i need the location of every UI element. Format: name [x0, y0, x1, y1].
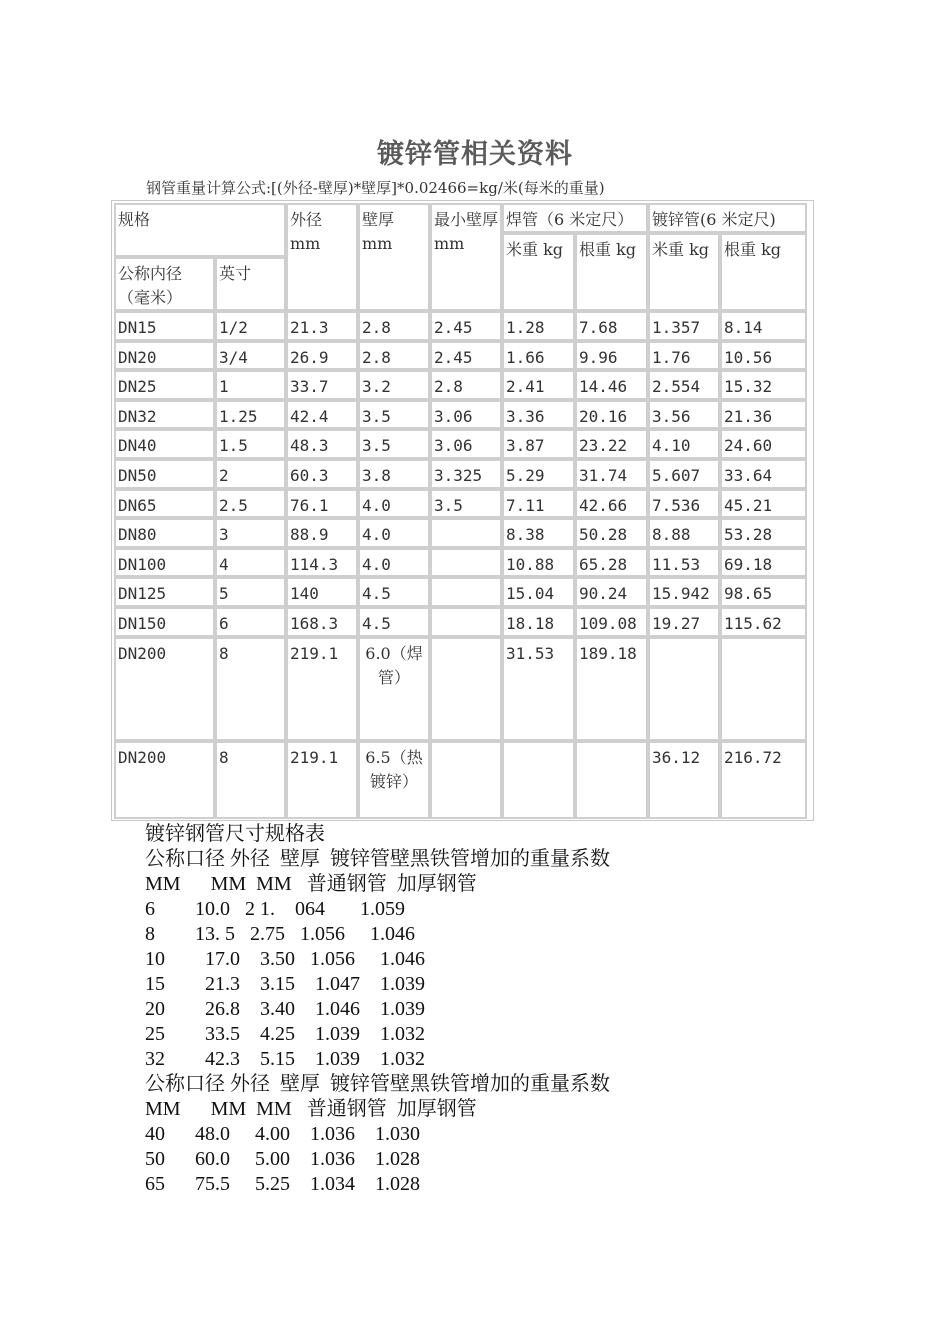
table-cell-nominal-dn: DN40: [114, 429, 215, 459]
table-cell-piece-weight-welded: 7.68: [575, 311, 648, 341]
table-cell-min-wall: [430, 577, 502, 607]
table-cell-nominal-dn: DN80: [114, 518, 215, 548]
table-cell-outer-diameter: 26.9: [286, 341, 358, 370]
spec-line: 8 13. 5 2.75 1.056 1.046: [145, 923, 415, 945]
table-cell-piece-weight-welded: 90.24: [575, 577, 648, 607]
table-cell-min-wall: 2.45: [430, 341, 502, 370]
table-cell-meter-weight-galv: 11.53: [648, 548, 720, 577]
table-cell-inch: 1: [215, 370, 286, 400]
table-cell-piece-weight-galv: 10.56: [720, 341, 807, 370]
table-cell-nominal-dn: DN25: [114, 370, 215, 400]
table-cell-meter-weight-galv: 1.76: [648, 341, 720, 370]
table-cell-inch: 3: [215, 518, 286, 548]
table-cell-nominal-dn: DN150: [114, 607, 215, 637]
table-cell-piece-weight-galv: 24.60: [720, 429, 807, 459]
table-cell-piece-weight-welded: 23.22: [575, 429, 648, 459]
section-heading: 镀锌钢管尺寸规格表: [145, 823, 325, 845]
table-cell-meter-weight-welded: 2.41: [502, 370, 575, 400]
table-cell-outer-diameter: 219.1: [286, 637, 358, 741]
table-cell-inch: 1.25: [215, 400, 286, 429]
table-cell-meter-weight-welded: 5.29: [502, 459, 575, 489]
table-cell-meter-weight-welded: 18.18: [502, 607, 575, 637]
table-cell-wall-thickness: 2.8: [358, 311, 430, 341]
table-cell-inch: 3/4: [215, 341, 286, 370]
table-cell-piece-weight-welded: 20.16: [575, 400, 648, 429]
table-cell-meter-weight-welded: 1.28: [502, 311, 575, 341]
table-cell-outer-diameter: 88.9: [286, 518, 358, 548]
spec-line: 公称口径 外径 壁厚 镀锌管壁黑铁管增加的重量系数: [145, 848, 610, 870]
spec-line: 公称口径 外径 壁厚 镀锌管壁黑铁管增加的重量系数: [145, 1073, 610, 1095]
header-min-wall: 最小壁厚 mm: [430, 203, 502, 311]
table-cell-outer-diameter: 60.3: [286, 459, 358, 489]
table-cell-meter-weight-welded: 1.66: [502, 341, 575, 370]
table-cell-meter-weight-galv: 1.357: [648, 311, 720, 341]
table-cell-nominal-dn: DN50: [114, 459, 215, 489]
table-cell-min-wall: 3.325: [430, 459, 502, 489]
header-wall-thickness: 壁厚 mm: [358, 203, 430, 311]
table-cell-outer-diameter: 114.3: [286, 548, 358, 577]
weight-formula: 钢管重量计算公式:[(外径-壁厚)*壁厚]*0.02466=kg/米(每米的重量): [146, 179, 605, 197]
table-cell-meter-weight-welded: 10.88: [502, 548, 575, 577]
table-cell-piece-weight-galv: 21.36: [720, 400, 807, 429]
table-cell-piece-weight-galv: 69.18: [720, 548, 807, 577]
table-cell-meter-weight-welded: 31.53: [502, 637, 575, 741]
table-cell-piece-weight-galv: 53.28: [720, 518, 807, 548]
table-cell-piece-weight-galv: 15.32: [720, 370, 807, 400]
header-spec: 规格: [114, 203, 286, 257]
table-cell-wall-thickness: 3.2: [358, 370, 430, 400]
table-cell-nominal-dn: DN65: [114, 489, 215, 518]
table-cell-meter-weight-galv: 36.12: [648, 741, 720, 819]
table-cell-min-wall: [430, 637, 502, 741]
table-cell-piece-weight-welded: 31.74: [575, 459, 648, 489]
table-cell-piece-weight-galv: 8.14: [720, 311, 807, 341]
table-cell-nominal-dn: DN100: [114, 548, 215, 577]
header-piece-weight-galv: 根重 kg: [720, 233, 807, 311]
table-cell-nominal-dn: DN125: [114, 577, 215, 607]
spec-line: 65 75.5 5.25 1.034 1.028: [145, 1173, 420, 1195]
spec-line: 20 26.8 3.40 1.046 1.039: [145, 998, 425, 1020]
spec-line: 15 21.3 3.15 1.047 1.039: [145, 973, 425, 995]
table-cell-min-wall: 2.8: [430, 370, 502, 400]
page-title: 镀锌管相关资料: [377, 139, 573, 170]
table-cell-piece-weight-welded: 14.46: [575, 370, 648, 400]
table-cell-meter-weight-welded: 7.11: [502, 489, 575, 518]
table-cell-inch: 4: [215, 548, 286, 577]
table-cell-piece-weight-welded: [575, 741, 648, 819]
table-cell-outer-diameter: 168.3: [286, 607, 358, 637]
table-cell-piece-weight-welded: 109.08: [575, 607, 648, 637]
spec-line: MM MM MM 普通钢管 加厚钢管: [145, 1098, 477, 1120]
table-cell-min-wall: 3.06: [430, 429, 502, 459]
table-cell-piece-weight-galv: 45.21: [720, 489, 807, 518]
spec-line: 25 33.5 4.25 1.039 1.032: [145, 1023, 425, 1045]
table-cell-min-wall: 2.45: [430, 311, 502, 341]
table-cell-meter-weight-galv: 2.554: [648, 370, 720, 400]
spec-line: 32 42.3 5.15 1.039 1.032: [145, 1048, 425, 1070]
table-cell-outer-diameter: 48.3: [286, 429, 358, 459]
table-cell-piece-weight-galv: [720, 637, 807, 741]
table-cell-meter-weight-galv: 3.56: [648, 400, 720, 429]
table-cell-inch: 1/2: [215, 311, 286, 341]
table-cell-meter-weight-galv: 5.607: [648, 459, 720, 489]
table-cell-outer-diameter: 33.7: [286, 370, 358, 400]
table-cell-wall-thickness: 4.5: [358, 607, 430, 637]
table-cell-wall-thickness: 6.0（焊管）: [358, 637, 430, 741]
table-cell-nominal-dn: DN20: [114, 341, 215, 370]
table-cell-nominal-dn: DN200: [114, 741, 215, 819]
spec-line: MM MM MM 普通钢管 加厚钢管: [145, 873, 477, 895]
header-outer-diameter: 外径 mm: [286, 203, 358, 311]
header-piece-weight-welded: 根重 kg: [575, 233, 648, 311]
table-cell-outer-diameter: 76.1: [286, 489, 358, 518]
spec-line: 50 60.0 5.00 1.036 1.028: [145, 1148, 420, 1170]
header-meter-weight-galv: 米重 kg: [648, 233, 720, 311]
table-cell-meter-weight-welded: 8.38: [502, 518, 575, 548]
table-cell-piece-weight-galv: 98.65: [720, 577, 807, 607]
table-cell-piece-weight-welded: 9.96: [575, 341, 648, 370]
table-cell-meter-weight-galv: 8.88: [648, 518, 720, 548]
table-cell-wall-thickness: 4.0: [358, 518, 430, 548]
table-cell-outer-diameter: 219.1: [286, 741, 358, 819]
table-cell-nominal-dn: DN32: [114, 400, 215, 429]
header-inch: 英寸: [215, 257, 286, 311]
table-cell-piece-weight-welded: 42.66: [575, 489, 648, 518]
table-cell-min-wall: [430, 548, 502, 577]
table-cell-meter-weight-welded: 3.36: [502, 400, 575, 429]
table-cell-piece-weight-galv: 216.72: [720, 741, 807, 819]
table-cell-meter-weight-galv: 4.10: [648, 429, 720, 459]
table-cell-piece-weight-galv: 115.62: [720, 607, 807, 637]
table-cell-wall-thickness: 4.0: [358, 548, 430, 577]
table-cell-wall-thickness: 2.8: [358, 341, 430, 370]
table-cell-meter-weight-galv: 15.942: [648, 577, 720, 607]
table-cell-wall-thickness: 4.5: [358, 577, 430, 607]
spec-line: 40 48.0 4.00 1.036 1.030: [145, 1123, 420, 1145]
table-cell-min-wall: [430, 607, 502, 637]
spec-line: 10 17.0 3.50 1.056 1.046: [145, 948, 425, 970]
pipe-spec-table: [111, 200, 814, 821]
table-cell-min-wall: [430, 741, 502, 819]
table-cell-meter-weight-welded: 3.87: [502, 429, 575, 459]
table-cell-meter-weight-welded: [502, 741, 575, 819]
table-cell-inch: 2.5: [215, 489, 286, 518]
table-cell-inch: 8: [215, 741, 286, 819]
table-cell-meter-weight-galv: 7.536: [648, 489, 720, 518]
table-cell-meter-weight-galv: 19.27: [648, 607, 720, 637]
header-meter-weight-welded: 米重 kg: [502, 233, 575, 311]
table-cell-inch: 1.5: [215, 429, 286, 459]
table-cell-meter-weight-welded: 15.04: [502, 577, 575, 607]
table-cell-outer-diameter: 140: [286, 577, 358, 607]
table-cell-inch: 2: [215, 459, 286, 489]
size-spec-section: [145, 822, 610, 1197]
table-cell-min-wall: 3.5: [430, 489, 502, 518]
table-cell-min-wall: 3.06: [430, 400, 502, 429]
table-cell-piece-weight-welded: 50.28: [575, 518, 648, 548]
table-cell-wall-thickness: 3.5: [358, 429, 430, 459]
table-cell-inch: 5: [215, 577, 286, 607]
table-cell-nominal-dn: DN15: [114, 311, 215, 341]
table-cell-min-wall: [430, 518, 502, 548]
table-cell-wall-thickness: 4.0: [358, 489, 430, 518]
table-cell-wall-thickness: 3.5: [358, 400, 430, 429]
header-welded-pipe: 焊管（6 米定尺）: [502, 203, 648, 233]
table-cell-outer-diameter: 21.3: [286, 311, 358, 341]
spec-line: 6 10.0 2 1. 064 1.059: [145, 898, 405, 920]
table-cell-wall-thickness: 6.5（热镀锌）: [358, 741, 430, 819]
table-cell-inch: 8: [215, 637, 286, 741]
table-cell-meter-weight-galv: [648, 637, 720, 741]
table-cell-inch: 6: [215, 607, 286, 637]
table-cell-nominal-dn: DN200: [114, 637, 215, 741]
table-cell-piece-weight-galv: 33.64: [720, 459, 807, 489]
header-galvanized-pipe: 镀锌管(6 米定尺): [648, 203, 807, 233]
header-nominal-dn: 公称内径（毫米）: [114, 257, 215, 311]
table-cell-piece-weight-welded: 65.28: [575, 548, 648, 577]
table-cell-wall-thickness: 3.8: [358, 459, 430, 489]
table-cell-outer-diameter: 42.4: [286, 400, 358, 429]
table-cell-piece-weight-welded: 189.18: [575, 637, 648, 741]
